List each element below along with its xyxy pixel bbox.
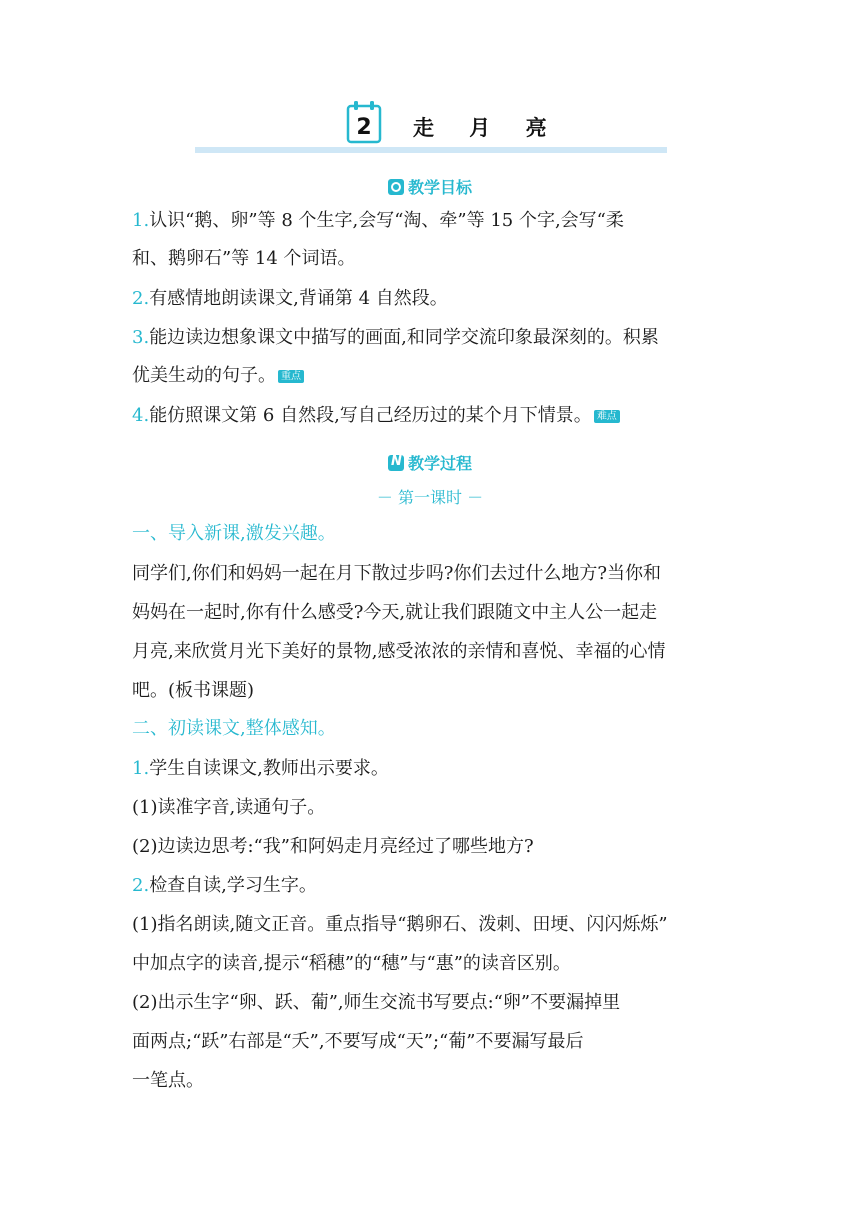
process-heading (0, 451, 860, 474)
key-point-badge: 重点 (278, 370, 304, 383)
goal-text: 能边读边想象课文中描写的画面,和同学交流印象最深刻的。积累 (149, 327, 659, 348)
goal-item-3-cont (132, 365, 304, 387)
difficulty-badge: 难点 (594, 410, 620, 423)
intro-line-1: 同学们,你们和妈妈一起在月下散过步吗?你们去过什么地方?当你和 (132, 563, 662, 584)
intro-line-4: 吧。(板书课题) (132, 680, 255, 701)
goal-number: 2. (132, 288, 150, 309)
goals-heading (0, 175, 860, 198)
intro-line-2: 妈妈在一起时,你有什么感受?今天,就让我们跟随文中主人公一起走 (132, 602, 658, 623)
goal-number: 4. (132, 405, 150, 426)
process-heading-text: 教学过程 (407, 454, 472, 473)
substep-2 (132, 875, 317, 897)
goals-heading-text: 教学目标 (407, 178, 472, 197)
target-icon (388, 179, 404, 195)
goal-text: 和、鹅卵石”等 14 个词语。 (132, 248, 356, 269)
goal-text: 能仿照课文第 6 自然段,写自己经历过的某个月下情景。 (149, 405, 592, 426)
goal-number: 1. (132, 210, 150, 231)
lesson-header (195, 98, 667, 158)
substep-text: 检查自读,学习生字。 (149, 875, 317, 896)
substep-2-b-line-1: (2)出示生字“卵、跃、葡”,师生交流书写要点:“卵”不要漏掉里 (132, 992, 621, 1013)
substep-2-a-line-1: (1)指名朗读,随文正音。重点指导“鹅卵石、泼刺、田埂、闪闪烁烁” (132, 914, 668, 935)
goal-item-3 (132, 327, 659, 349)
step-2-title: 二、初读课文,整体感知。 (132, 718, 336, 739)
lesson-title: 走 月 亮 (413, 116, 561, 140)
substep-1-b: (2)边读边思考:“我”和阿妈走月亮经过了哪些地方? (132, 836, 534, 857)
substep-2-b-line-2: 面两点;“跃”右部是“夭”,不要写成“天”;“葡”不要漏写最后 (132, 1031, 584, 1052)
goal-number: 3. (132, 327, 150, 348)
intro-line-3: 月亮,来欣赏月光下美好的景物,感受浓浓的亲情和喜悦、幸福的心情 (132, 641, 666, 662)
substep-number: 2. (132, 875, 150, 896)
substep-text: 学生自读课文,教师出示要求。 (149, 758, 389, 779)
lesson-number-badge (345, 100, 383, 144)
process-icon (388, 455, 404, 471)
substep-number: 1. (132, 758, 150, 779)
lesson-number: 2 (356, 115, 372, 140)
goal-text: 优美生动的句子。 (132, 365, 276, 386)
goal-item-1-cont (132, 248, 356, 270)
header-underline (195, 147, 667, 153)
goal-item-2 (132, 288, 448, 310)
session-label: － 第一课时 － (376, 488, 484, 507)
goal-item-1 (132, 210, 624, 232)
substep-2-b-line-3: 一笔点。 (132, 1070, 204, 1091)
step-1-title: 一、导入新课,激发兴趣。 (132, 523, 336, 544)
goal-text: 认识“鹅、卵”等 8 个生字,会写“淘、牵”等 15 个字,会写“柔 (149, 210, 624, 231)
substep-2-a-line-2: 中加点字的读音,提示“稻穗”的“穗”与“惠”的读音区别。 (132, 953, 571, 974)
goal-item-4 (132, 405, 620, 427)
substep-1 (132, 758, 389, 780)
substep-1-a: (1)读准字音,读通句子。 (132, 797, 326, 818)
goal-text: 有感情地朗读课文,背诵第 4 自然段。 (149, 288, 448, 309)
